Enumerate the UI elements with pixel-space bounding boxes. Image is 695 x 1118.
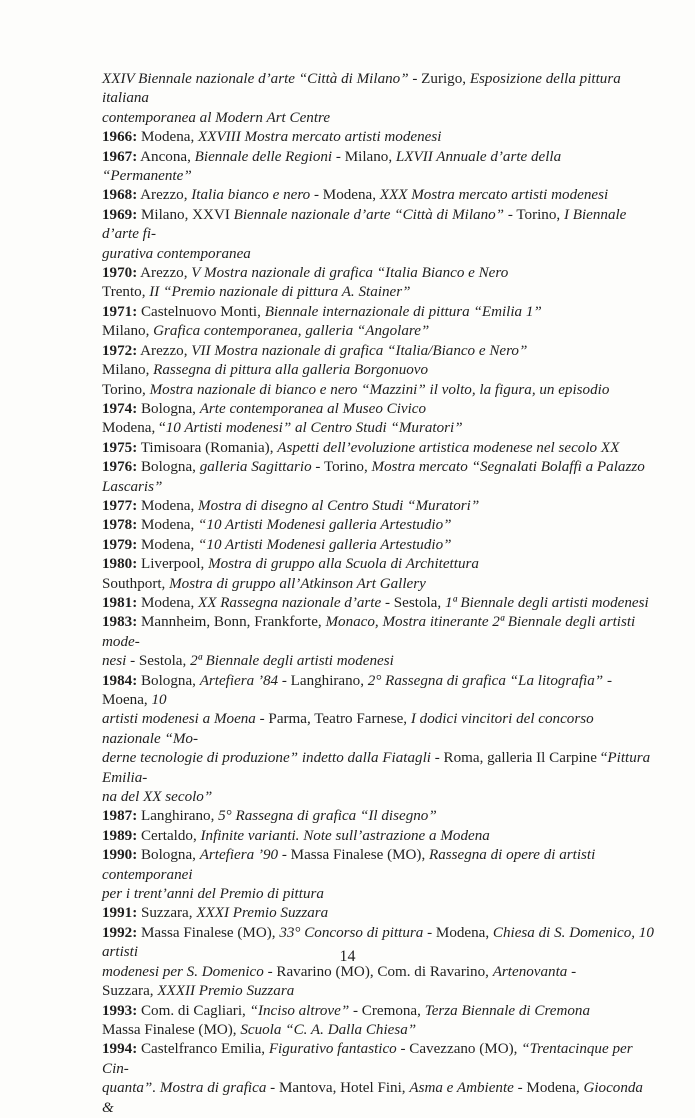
plain-text: Modena, “ xyxy=(102,420,166,437)
plain-text: - Mantova, Hotel Fini, xyxy=(266,1080,410,1097)
plain-text: Milano, xyxy=(102,323,154,340)
list-item xyxy=(102,982,654,1001)
plain-text: Mannheim, Bonn, Frankforte, xyxy=(137,614,326,631)
plain-text: Modena, xyxy=(137,536,198,553)
italic-title: artisti modenesi a Moena xyxy=(102,711,256,728)
list-item xyxy=(102,613,654,652)
list-item xyxy=(102,710,654,749)
italic-title: II “Premio nazionale di pittura A. Stainer” xyxy=(149,284,411,301)
italic-title: Mostra di gruppo alla Scuola di Architettura xyxy=(208,556,479,573)
italic-title: derne tecnologie di produzione” indetto dalla Fiatagli xyxy=(102,750,431,767)
plain-text: Castelfranco Emilia, xyxy=(137,1041,269,1058)
list-item xyxy=(102,575,654,594)
year-label: 1975: xyxy=(102,439,138,456)
list-item xyxy=(102,536,654,555)
plain-text: Arezzo, xyxy=(137,187,192,204)
plain-text: Massa Finalese (MO), xyxy=(102,1021,241,1038)
list-item xyxy=(102,827,654,846)
italic-title: I dodici vincitori del concorso nazionale “Mo- xyxy=(102,711,594,747)
list-item xyxy=(102,206,654,245)
plain-text: Modena, xyxy=(137,517,198,534)
year-label: 1979: xyxy=(102,536,138,553)
italic-title: XXXII Premio Suzzara xyxy=(157,983,295,1000)
italic-title: Scuola “C. A. Dalla Chiesa” xyxy=(240,1021,417,1038)
italic-title: 1ª Biennale degli artisti modenesi xyxy=(444,594,649,611)
list-item xyxy=(102,1079,654,1118)
plain-text: Langhirano, xyxy=(137,808,219,825)
year-label: 1992: xyxy=(102,924,138,941)
italic-title: XXXI Premio Suzzara xyxy=(196,905,329,922)
plain-text: Modena, xyxy=(137,594,198,611)
italic-title: contemporanea al Modern Art Centre xyxy=(102,109,331,126)
italic-title: Arte contemporanea al Museo Civico xyxy=(199,400,427,417)
italic-title: Mostra di disegno al Centro Studi “Muratori” xyxy=(198,497,480,514)
year-label: 1966: xyxy=(102,129,138,146)
list-item xyxy=(102,400,654,419)
list-item xyxy=(102,807,654,826)
list-item xyxy=(102,904,654,923)
italic-title: modenesi per S. Domenico xyxy=(102,963,264,980)
plain-text: - Moena, xyxy=(102,672,612,708)
year-label: 1968: xyxy=(102,187,138,204)
year-label: 1993: xyxy=(102,1002,138,1019)
italic-title: 10 Artisti modenesi” al Centro Studi “Muratori” xyxy=(165,420,463,437)
plain-text: - Torino, xyxy=(504,206,564,223)
plain-text: Bologna, xyxy=(137,459,200,476)
plain-text: Suzzara, xyxy=(137,905,197,922)
year-label: 1971: xyxy=(102,303,138,320)
list-item xyxy=(102,497,654,516)
list-item xyxy=(102,303,654,322)
italic-title: “Inciso altrove” xyxy=(249,1002,350,1019)
list-item xyxy=(102,109,654,128)
italic-title: Mostra di gruppo all’Atkinson Art Gallery xyxy=(169,575,426,592)
plain-text: Castelnuovo Monti, xyxy=(137,303,265,320)
italic-title: Mostra nazionale di bianco e nero “Mazzini” il volto, la figura, un episodio xyxy=(149,381,610,398)
italic-title: Mostra mercato “Segnalati Bolaffi a Palazzo Lascaris” xyxy=(102,459,645,495)
list-item xyxy=(102,148,654,187)
plain-text: Trento, xyxy=(102,284,150,301)
italic-title: Gioconda & xyxy=(102,1080,643,1116)
plain-text: Bologna, xyxy=(137,847,200,864)
plain-text: - Cremona, xyxy=(349,1002,425,1019)
list-item xyxy=(102,245,654,264)
plain-text: Modena, xyxy=(137,129,198,146)
italic-title: LXVII Annuale d’arte della “Permanente” xyxy=(102,148,562,185)
list-item xyxy=(102,516,654,535)
plain-text: Certaldo, xyxy=(137,827,201,844)
italic-title: Biennale internazionale di pittura “Emilia 1” xyxy=(264,303,542,320)
italic-title: galleria Sagittario xyxy=(199,459,312,476)
italic-title: “Trentacinque per Cin- xyxy=(102,1041,633,1077)
plain-text: Modena, xyxy=(137,497,198,514)
plain-text: Com. di Cagliari, xyxy=(137,1002,250,1019)
italic-title: Aspetti dell’evoluzione artistica modenese nel secolo XX xyxy=(277,439,620,456)
plain-text: Liverpool, xyxy=(137,556,209,573)
year-label: 1987: xyxy=(102,808,138,825)
plain-text: Ancona, xyxy=(137,148,195,165)
plain-text: - Roma, galleria Il Carpine “ xyxy=(430,750,608,767)
list-item xyxy=(102,594,654,613)
list-item xyxy=(102,672,654,711)
italic-title: Figurativo fantastico xyxy=(268,1041,397,1058)
italic-title: XXIV Biennale nazionale d’arte “Città di Milano” xyxy=(102,71,409,87)
plain-text: Suzzara, xyxy=(102,983,158,1000)
plain-text: - Modena, xyxy=(310,187,380,204)
year-label: 1976: xyxy=(102,459,138,476)
plain-text: - Modena, xyxy=(423,924,493,941)
italic-title: VII Mostra nazionale di grafica “Italia/Bianco e Nero” xyxy=(191,342,528,359)
year-label: 1990: xyxy=(102,847,138,864)
italic-title: Grafica contemporanea, galleria “Angolare” xyxy=(153,323,430,340)
italic-title: Rassegna di opere di artisti contemporanei xyxy=(102,847,596,883)
plain-text: - Sestola, xyxy=(126,653,191,670)
list-item xyxy=(102,419,654,438)
italic-title: per i trent’anni del Premio di pittura xyxy=(102,886,324,903)
italic-title: “10 Artisti Modenesi galleria Artestudio” xyxy=(198,517,452,534)
year-label: 1989: xyxy=(102,827,138,844)
italic-title: Chiesa di S. Domenico, 10 artisti xyxy=(102,924,654,961)
italic-title: Biennale delle Regioni xyxy=(194,148,333,165)
plain-text: Massa Finalese (MO), xyxy=(137,924,280,941)
italic-title: Infinite varianti. Note sull’astrazione a Modena xyxy=(200,827,490,844)
list-item xyxy=(102,70,654,109)
italic-title: 2° Rassegna di grafica “La litografia” xyxy=(367,672,604,689)
italic-title: 2ª Biennale degli artisti modenesi xyxy=(190,653,394,670)
year-label: 1969: xyxy=(102,206,138,223)
plain-text: - Torino, xyxy=(311,459,372,476)
plain-text: - Parma, Teatro Farnese, xyxy=(255,711,411,728)
list-item xyxy=(102,283,654,302)
list-item xyxy=(102,1040,654,1079)
list-item xyxy=(102,458,654,497)
italic-title: 10 xyxy=(151,692,167,708)
page-number: 14 xyxy=(339,948,356,965)
italic-title: I Biennale d’arte fi- xyxy=(102,206,627,243)
italic-title: Esposizione della pittura italiana xyxy=(102,71,621,107)
year-label: 1984: xyxy=(102,672,138,689)
italic-title: gurativa contemporanea xyxy=(102,245,251,262)
italic-title: XX Rassegna nazionale d’arte xyxy=(198,594,382,611)
italic-title: “10 Artisti Modenesi galleria Artestudio” xyxy=(198,536,452,553)
list-item xyxy=(102,439,654,458)
year-label: 1980: xyxy=(102,556,138,573)
italic-title: quanta”. Mostra di grafica xyxy=(102,1080,267,1097)
italic-title: 33° Concorso di pittura xyxy=(279,924,424,941)
plain-text: Timisoara (Romania), xyxy=(137,439,278,456)
list-item xyxy=(102,322,654,341)
plain-text: - Massa Finalese (MO), xyxy=(278,847,429,864)
plain-text: - Zurigo, xyxy=(408,71,470,87)
year-label: 1977: xyxy=(102,497,138,514)
italic-title: 5° Rassegna di grafica “Il disegno” xyxy=(218,808,437,825)
plain-text: - Sestola, xyxy=(381,594,445,611)
plain-text: Milano, XXVI xyxy=(137,206,234,223)
plain-text: - Modena, xyxy=(513,1080,584,1097)
plain-text: Bologna, xyxy=(137,400,200,417)
year-label: 1983: xyxy=(102,614,138,631)
list-item xyxy=(102,885,654,904)
list-item xyxy=(102,555,654,574)
list-item xyxy=(102,846,654,885)
plain-text: - Milano, xyxy=(332,148,396,165)
italic-title: Artefiera ’90 xyxy=(199,847,279,864)
plain-text: - xyxy=(567,963,577,980)
plain-text: Arezzo, xyxy=(137,342,192,359)
list-item xyxy=(102,342,654,361)
list-item xyxy=(102,361,654,380)
italic-title: XXX Mostra mercato artisti modenesi xyxy=(379,187,609,204)
italic-title: Pittura Emilia- xyxy=(102,750,651,786)
italic-title: na del XX secolo” xyxy=(102,789,213,806)
list-item xyxy=(102,1002,654,1021)
italic-title: Artefiera ’84 xyxy=(199,672,279,689)
list-item xyxy=(102,749,654,788)
list-item xyxy=(102,128,654,147)
list-item xyxy=(102,1021,654,1040)
italic-title: V Mostra nazionale di grafica “Italia Bianco e Nero xyxy=(191,265,509,282)
italic-title: Terza Biennale di Cremona xyxy=(424,1002,591,1019)
italic-title: Biennale nazionale d’arte “Città di Milano” xyxy=(233,206,505,223)
italic-title: XXVIII Mostra mercato artisti modenesi xyxy=(198,129,442,146)
plain-text: - Ravarino (MO), Com. di Ravarino, xyxy=(263,963,493,980)
year-label: 1972: xyxy=(102,342,138,359)
list-item xyxy=(102,264,654,283)
year-label: 1967: xyxy=(102,148,138,165)
year-label: 1978: xyxy=(102,517,138,534)
plain-text: Southport, xyxy=(102,575,170,592)
year-label: 1991: xyxy=(102,905,138,922)
italic-title: Rassegna di pittura alla galleria Borgonuovo xyxy=(153,362,429,379)
plain-text: - Langhirano, xyxy=(278,672,368,689)
plain-text: Bologna, xyxy=(137,672,200,689)
plain-text: Arezzo, xyxy=(137,265,192,282)
list-item xyxy=(102,186,654,205)
italic-title: Italia bianco e nero xyxy=(191,187,311,204)
italic-title: Monaco, Mostra itinerante 2ª Biennale degli artisti mode- xyxy=(102,614,636,650)
year-label: 1970: xyxy=(102,265,138,282)
plain-text: Milano, xyxy=(102,362,154,379)
list-item xyxy=(102,788,654,807)
year-label: 1994: xyxy=(102,1041,138,1058)
plain-text: Torino, xyxy=(102,381,150,398)
plain-text: - Cavezzano (MO), xyxy=(396,1041,522,1058)
list-item xyxy=(102,381,654,400)
italic-title: Asma e Ambiente xyxy=(409,1080,514,1097)
year-label: 1974: xyxy=(102,400,138,417)
italic-title: Artenovanta xyxy=(492,963,568,980)
italic-title: nesi xyxy=(102,653,127,670)
list-item xyxy=(102,652,654,671)
year-label: 1981: xyxy=(102,594,138,611)
